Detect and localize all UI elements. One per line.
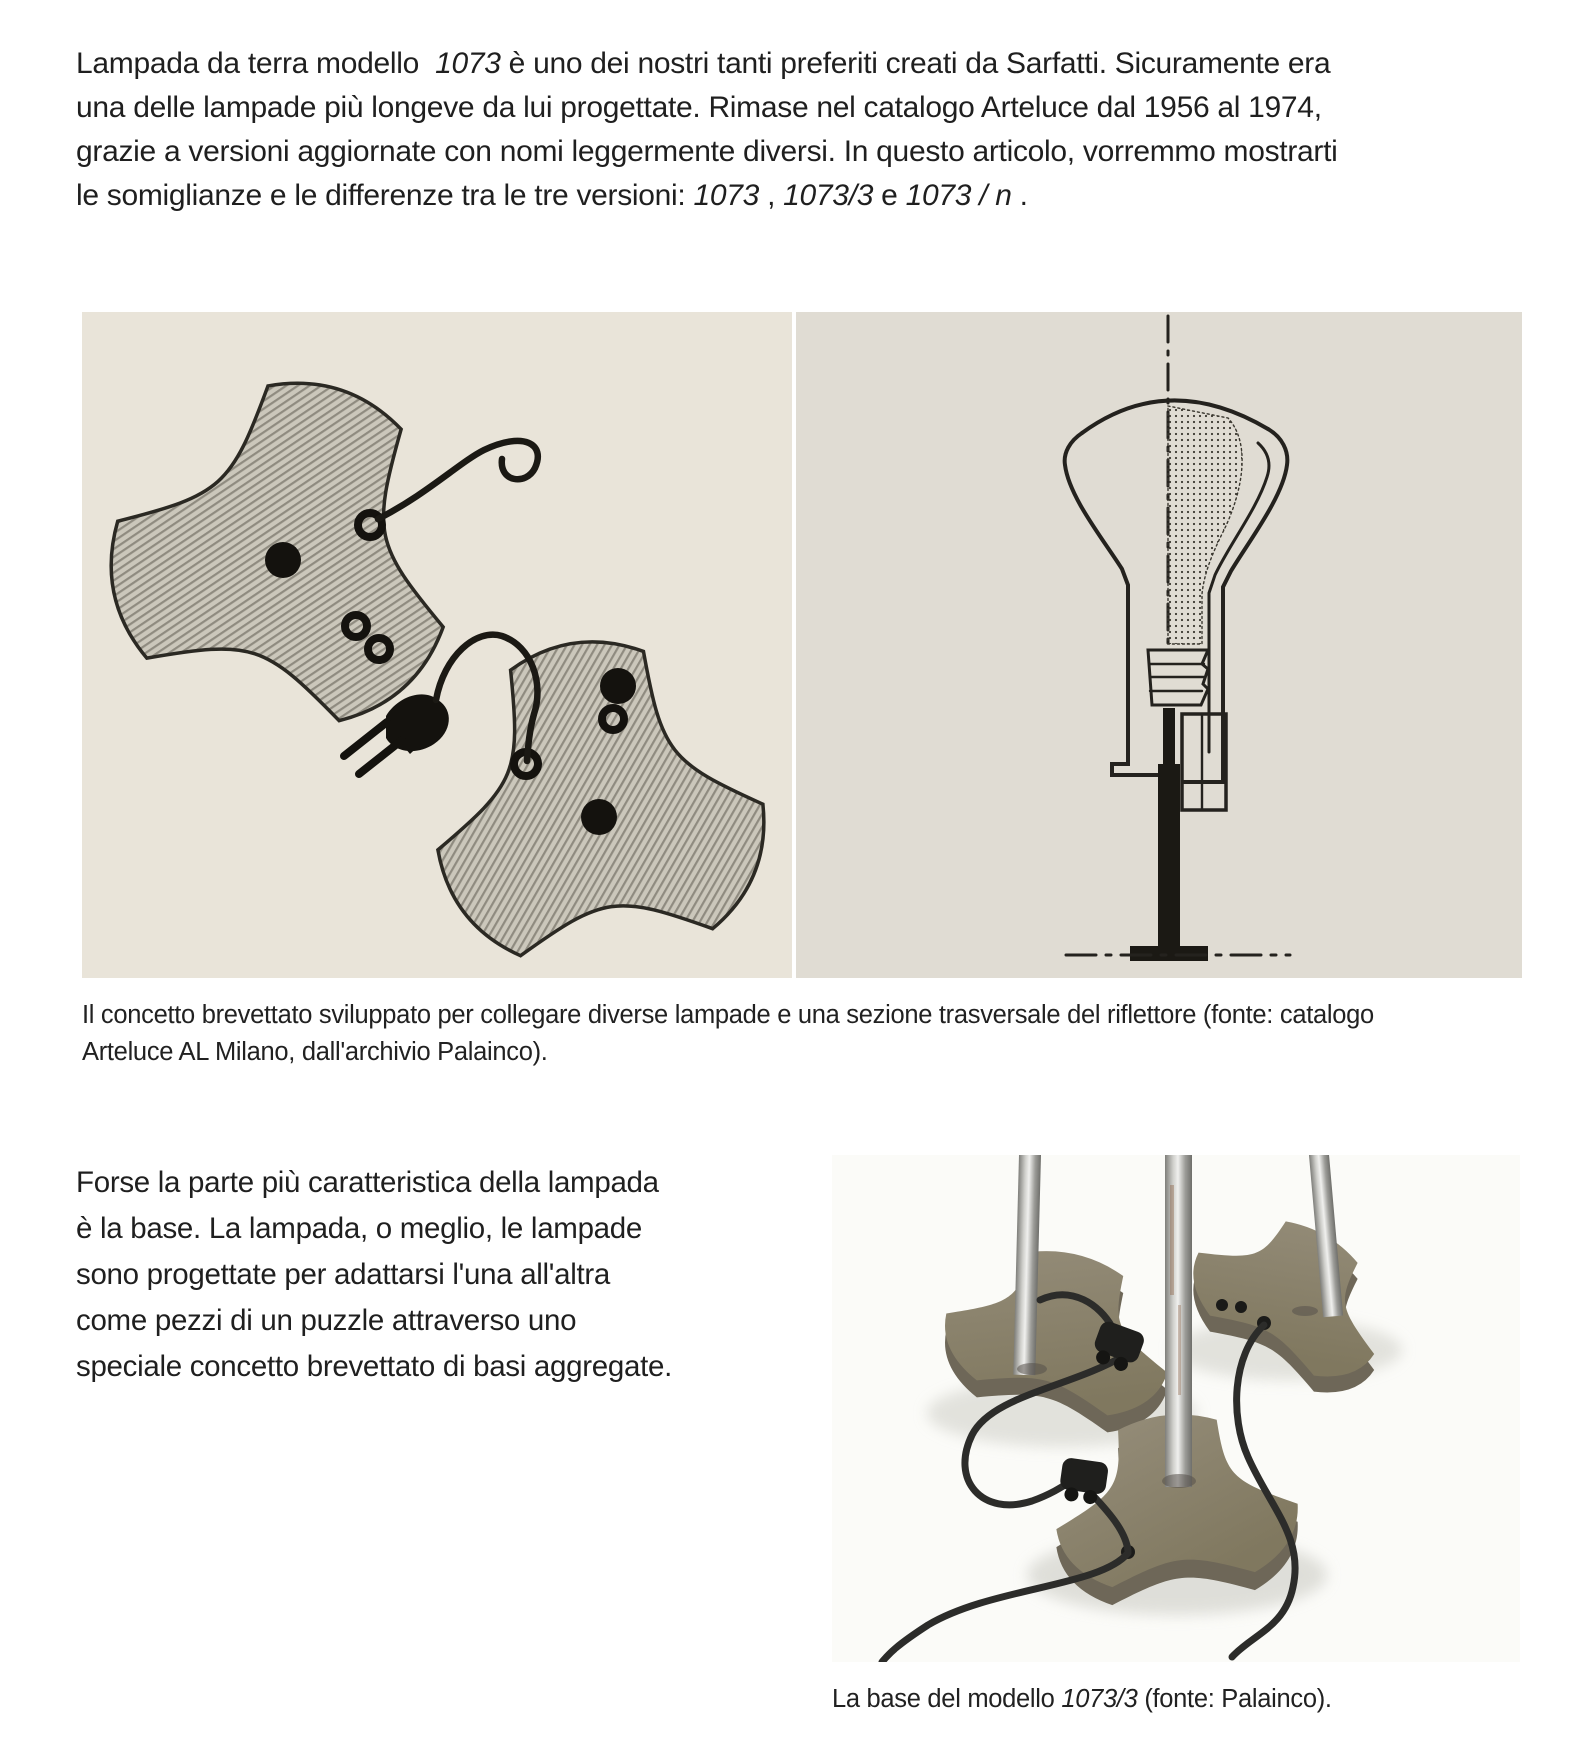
base-photo-image bbox=[832, 1155, 1520, 1662]
intro-paragraph bbox=[76, 42, 1536, 218]
paragraph-line: sono progettate per adattarsi l'una all'altra bbox=[76, 1258, 611, 1291]
paragraph-line: speciale concetto brevettato di basi aggregate. bbox=[76, 1350, 672, 1383]
base-photo-figure bbox=[832, 1155, 1520, 1662]
stem-upper bbox=[1163, 708, 1175, 772]
base-hole bbox=[581, 799, 617, 835]
pole-ferrule bbox=[1292, 1306, 1318, 1316]
pole-ferrule bbox=[1017, 1363, 1047, 1375]
plug-body bbox=[1059, 1457, 1109, 1495]
intro-line: grazie a versioni aggiornate con nomi leggermente diversi. In questo articolo, vorremmo mostrarti bbox=[76, 135, 1338, 168]
base-photo-caption: La base del modello 1073/3 (fonte: Palainco). bbox=[832, 1685, 1332, 1713]
intro-line: le somiglianze e le differenze tra le tre versioni: 1073 , 1073/3 e 1073 / n . bbox=[76, 179, 1028, 212]
paragraph-line: è la base. La lampada, o meglio, le lampade bbox=[76, 1212, 642, 1245]
patent-figure-caption bbox=[82, 997, 1374, 1071]
bolt-hole bbox=[1216, 1299, 1228, 1311]
base-paragraph bbox=[76, 1160, 776, 1390]
intro-line: Lampada da terra modello 1073 è uno dei nostri tanti preferiti creati da Sarfatti. Sicuramente era bbox=[76, 47, 1331, 80]
pole-ferrule bbox=[1162, 1474, 1196, 1488]
patent-figure-image bbox=[82, 312, 1522, 978]
pole-rust bbox=[1170, 1185, 1174, 1295]
pole-rust bbox=[1178, 1305, 1181, 1395]
base-hole bbox=[600, 668, 636, 704]
intro-line: una delle lampade più longeve da lui progettate. Rimase nel catalogo Arteluce dal 1956 al 1974, bbox=[76, 91, 1322, 124]
stem bbox=[1158, 764, 1180, 960]
bolt-hole bbox=[1235, 1301, 1247, 1313]
caption-line: Il concetto brevettato sviluppato per collegare diverse lampade e una sezione trasversale del riflettore (fonte: catalogo bbox=[82, 1001, 1374, 1029]
caption-line: Arteluce AL Milano, dall'archivio Palainco). bbox=[82, 1038, 548, 1066]
paragraph-line: come pezzi di un puzzle attraverso uno bbox=[76, 1304, 577, 1337]
paragraph-line: Forse la parte più caratteristica della lampada bbox=[76, 1166, 659, 1199]
base-hole bbox=[265, 542, 301, 578]
patent-figure bbox=[82, 312, 1522, 978]
